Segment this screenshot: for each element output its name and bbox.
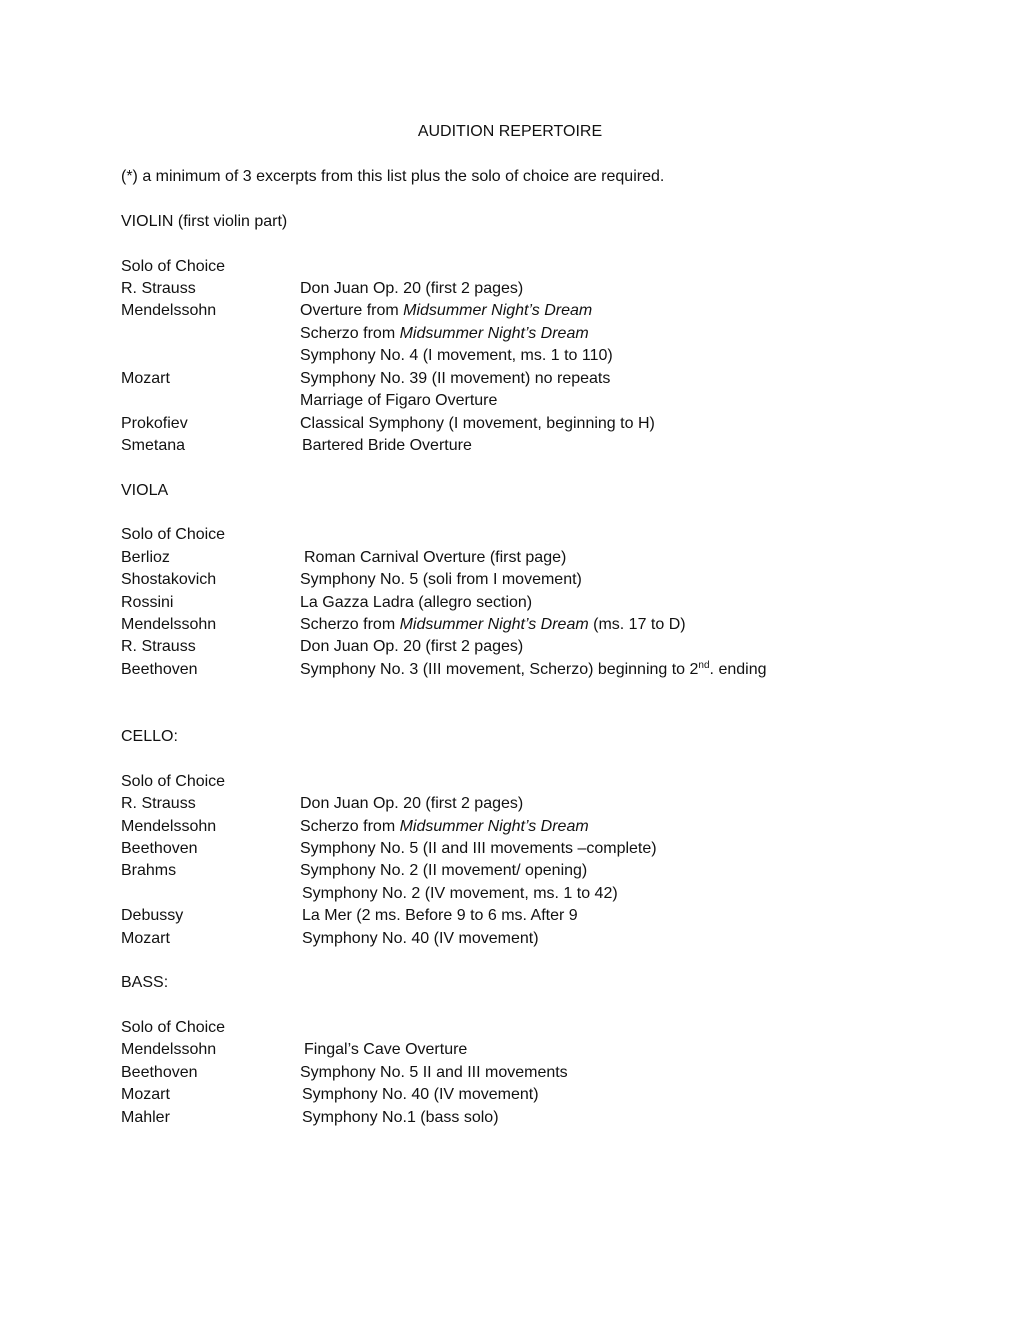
cello-work: Symphony No. 2 (II movement/ opening) <box>300 862 588 879</box>
violin-work: Overture from Midsummer Night’s Dream <box>300 302 593 319</box>
violin-work: Classical Symphony (I movement, beginning to H) <box>300 415 655 432</box>
violin-composer: Mendelssohn <box>121 302 217 319</box>
viola-work: La Gazza Ladra (allegro section) <box>300 594 533 611</box>
requirement-note: (*) a minimum of 3 excerpts from this list plus the solo of choice are required. <box>121 168 665 185</box>
viola-composer: Shostakovich <box>121 571 217 588</box>
viola-work: Don Juan Op. 20 (first 2 pages) <box>300 638 524 655</box>
viola-solo-of-choice: Solo of Choice <box>121 526 226 543</box>
violin-work: Symphony No. 39 (II movement) no repeats <box>300 370 611 387</box>
violin-heading: VIOLIN (first violin part) <box>121 213 288 230</box>
cello-work: Symphony No. 40 (IV movement) <box>302 930 539 947</box>
cello-composer: Brahms <box>121 862 177 879</box>
page-title: AUDITION REPERTOIRE <box>417 123 603 140</box>
bass-composer: Beethoven <box>121 1064 198 1081</box>
cello-composer: Mozart <box>121 930 170 947</box>
viola-work: Symphony No. 5 (soli from I movement) <box>300 571 582 588</box>
bass-composer: Mozart <box>121 1086 170 1103</box>
cello-work: Symphony No. 2 (IV movement, ms. 1 to 42) <box>302 885 618 902</box>
violin-composer: Mozart <box>121 370 170 387</box>
viola-composer: Mendelssohn <box>121 616 217 633</box>
bass-work: Symphony No.1 (bass solo) <box>302 1109 499 1126</box>
bass-composer: Mahler <box>121 1109 170 1126</box>
bass-heading: BASS: <box>121 974 169 991</box>
cello-composer: Debussy <box>121 907 184 924</box>
violin-composer: Prokofiev <box>121 415 188 432</box>
bass-composer: Mendelssohn <box>121 1041 217 1058</box>
cello-composer: Mendelssohn <box>121 818 217 835</box>
viola-work: Roman Carnival Overture (first page) <box>304 549 567 566</box>
violin-solo-of-choice: Solo of Choice <box>121 258 226 275</box>
cello-composer: Beethoven <box>121 840 198 857</box>
cello-work: Don Juan Op. 20 (first 2 pages) <box>300 795 524 812</box>
bass-work: Fingal’s Cave Overture <box>304 1041 468 1058</box>
cello-work: La Mer (2 ms. Before 9 to 6 ms. After 9 <box>302 907 578 924</box>
violin-composer: Smetana <box>121 437 186 454</box>
violin-work: Marriage of Figaro Overture <box>300 392 498 409</box>
viola-heading: VIOLA <box>121 482 169 499</box>
violin-composer: R. Strauss <box>121 280 196 297</box>
viola-composer: R. Strauss <box>121 638 196 655</box>
bass-work: Symphony No. 40 (IV movement) <box>302 1086 539 1103</box>
viola-composer: Beethoven <box>121 661 198 678</box>
violin-work: Symphony No. 4 (I movement, ms. 1 to 110) <box>300 347 613 364</box>
bass-work: Symphony No. 5 II and III movements <box>300 1064 568 1081</box>
viola-composer: Rossini <box>121 594 174 611</box>
viola-work: Symphony No. 3 (III movement, Scherzo) beginning to 2nd. ending <box>300 660 767 678</box>
viola-work: Scherzo from Midsummer Night’s Dream (ms. 17 to D) <box>300 616 686 633</box>
cello-work: Scherzo from Midsummer Night’s Dream <box>300 818 589 835</box>
violin-work: Don Juan Op. 20 (first 2 pages) <box>300 280 524 297</box>
bass-solo-of-choice: Solo of Choice <box>121 1019 226 1036</box>
cello-solo-of-choice: Solo of Choice <box>121 773 226 790</box>
violin-work: Bartered Bride Overture <box>302 437 472 454</box>
violin-work: Scherzo from Midsummer Night’s Dream <box>300 325 589 342</box>
cello-heading: CELLO: <box>121 728 178 745</box>
viola-composer: Berlioz <box>121 549 170 566</box>
cello-composer: R. Strauss <box>121 795 196 812</box>
cello-work: Symphony No. 5 (II and III movements –complete) <box>300 840 657 857</box>
